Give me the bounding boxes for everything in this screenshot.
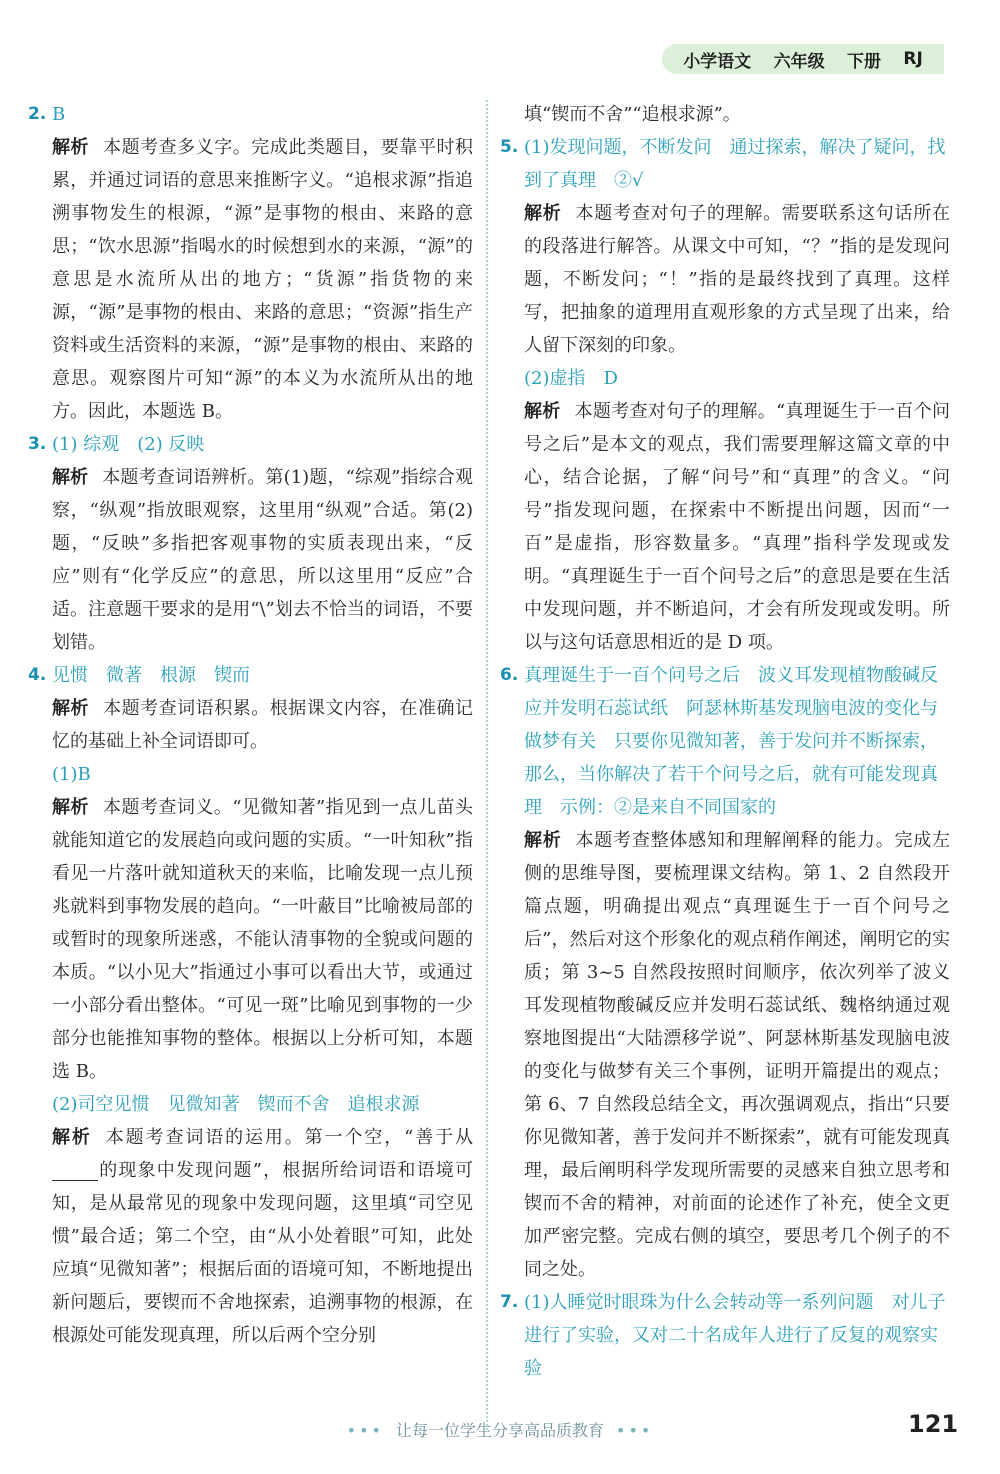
analysis-label: 解析 [52, 797, 89, 818]
answer: (1) 综观 (2) 反映 [52, 434, 205, 455]
question-4 [28, 659, 473, 692]
sub-answer: (1)B [52, 764, 91, 785]
question-2 [28, 98, 473, 131]
question-number: 7. [500, 1292, 519, 1312]
analysis-label: 解析 [52, 467, 89, 488]
grade-label: 六年级 [773, 51, 825, 72]
page-number: 121 [908, 1410, 959, 1438]
analysis-label: 解析 [524, 203, 562, 224]
analysis-block [28, 692, 473, 758]
analysis-text: 本题考查词语积累。根据课文内容，在准确记忆的基础上补全词语即可。 [52, 698, 474, 752]
question-5 [500, 131, 950, 197]
sub-answer: (2)司空见惯 见微知著 锲而不舍 追根求源 [52, 1094, 420, 1115]
continued-text: 填“锲而不舍”“追根求源”。 [524, 104, 741, 125]
question-number: 3. [28, 434, 47, 454]
analysis-label: 解析 [52, 137, 90, 158]
header-tag [662, 44, 944, 74]
answer: 见惯 微著 根源 锲而 [52, 665, 250, 686]
subject-label: 小学语文 [683, 51, 752, 72]
analysis-text: 本题考查对句子的理解。“真理诞生于一百个问号之后”是本文的观点，我们需要理解这篇文章的中心，结合论据，了解“问号”和“真理”的含义。“问号”指发现问题，在探索中不断提出问题，因而“一百”是虚指，形容数量多。“真理”指科学发现或发明。“真理诞生于一百个问号之后”的意思是要在生活中发现问题，并不断追问，才会有所发现或发明。所以与这句话意思相近的是 D 项。 [524, 401, 951, 653]
slogan-text: 让每一位学生分享高品质教育 [395, 1421, 604, 1440]
sub-answer: (2)虚指 D [524, 368, 618, 389]
analysis-label: 解析 [524, 830, 562, 851]
analysis-block [28, 461, 473, 659]
question-6 [500, 659, 950, 824]
analysis-text: 本题考查词义。“见微知著”指见到一点儿苗头就能知道它的发展趋向或问题的实质。“一叶知秋”指看见一片落叶就知道秋天的来临，比喻发现一点儿预兆就料到事物发展的趋向。“一叶蔽目”比喻被局部的或暂时的现象所迷惑，不能认清事物的全貌或问题的本质。“以小见大”指通过小事可以看出大节，或通过一小部分看出整体。“可见一斑”比喻见到事物的一少部分也能推知事物的整体。根据以上分析可知，本题选 B。 [52, 797, 474, 1082]
answer: (1)发现问题，不断发问 通过探索，解决了疑问，找到了真理 ②√ [524, 137, 946, 191]
analysis-label: 解析 [524, 401, 561, 422]
question-7 [500, 1286, 950, 1385]
analysis-block [500, 197, 950, 362]
question-number: 5. [500, 137, 519, 157]
question-3 [28, 428, 473, 461]
analysis-block [28, 791, 473, 1088]
analysis-text: 本题考查对句子的理解。需要联系这句话所在的段落进行解答。从课文中可知，“？”指的是发现问题，不断发问；“！”指的是最终找到了真理。这样写，把抽象的道理用直观形象的方式呈现了出来，给人留下深刻的印象。 [524, 203, 951, 356]
left-column [28, 98, 473, 1352]
analysis-text: 本题考查词语的运用。第一个空，“善于从 [105, 1127, 473, 1148]
question-number: 4. [28, 665, 47, 685]
edition-label: RJ [903, 49, 923, 69]
analysis-text: 本题考查多义字。完成此类题目，要靠平时积累，并通过词语的意思来推断字义。“追根求源”指追溯事物发生的根源，“源”是事物的根由、来路的意思；“饮水思源”指喝水的时候想到水的来源，“源”的意思是水流所从出的地方；“货源”指货物的来源，“源”是事物的根由、来路的意思；“资源”指生产资料或生活资料的来源，“源”是事物的根由、来路的意思。观察图片可知“源”的本义为水流所从出的地方。因此，本题选 B。 [52, 137, 474, 422]
column-divider [486, 100, 488, 1430]
analysis-block [500, 824, 950, 1286]
analysis-label: 解析 [52, 698, 90, 719]
analysis-text: 本题考查整体感知和理解阐释的能力。完成左侧的思维导图，要梳理课文结构。第 1、2 自然段开篇点题，明确提出观点“真理诞生于一百个问号之后”，然后对这个形象化的观点稍作阐述，阐明它的实质；第 3~5 自然段按照时间顺序，依次列举了波义耳发现植物酸碱反应并发明石蕊试纸、魏格纳通过观察地图提出“大陆漂移学说”、阿瑟林斯基发现脑电波的变化与做梦有关三个事例，证明开篇提出的观点；第 6、7 自然段总结全文，再次强调观点，指出“只要你见微知著，善于发问并不断探索”，就有可能发现真理，最后阐明科学发现所需要的灵感来自独立思考和锲而不舍的精神，对前面的论述作了补充，使全文更加严密完整。完成右侧的填空，要思考几个例子的不同之处。 [524, 830, 951, 1280]
analysis-block [28, 131, 473, 428]
dots-decoration: ••• [346, 1421, 384, 1440]
analysis-block [28, 1121, 473, 1352]
fill-blank [52, 1162, 98, 1181]
dots-decoration: ••• [616, 1421, 654, 1440]
analysis-text: 的现象中发现问题”，根据所给词语和语境可知，是从最常见的现象中发现问题，这里填“司空见惯”最合适；第二个空，由“从小处着眼”可知，此处应填“见微知著”；根据后面的语境可知，不断地提出新问题后，要锲而不舍地探索，追溯事物的根源，在根源处可能发现真理，所以后两个空分别 [52, 1160, 473, 1346]
right-column [500, 98, 950, 1385]
answer: B [52, 104, 66, 125]
analysis-label: 解析 [52, 1127, 92, 1148]
analysis-text: 本题考查词语辨析。第(1)题，“综观”指综合观察，“纵观”指放眼观察，这里用“纵观”合适。第(2)题，“反映”多指把客观事物的实质表现出来，“反应”则有“化学反应”的意思，所以这里用“反应”合适。注意题干要求的是用“\”划去不恰当的词语，不要划错。 [52, 467, 473, 653]
footer-slogan [0, 1418, 1000, 1441]
analysis-block [500, 395, 950, 659]
answer: 真理诞生于一百个问号之后 波义耳发现植物酸碱反应并发明石蕊试纸 阿瑟林斯基发现脑电波的变化与做梦有关 只要你见微知著，善于发问并不断探索，那么，当你解决了若干个问号之后，就有可能发现真理 示例：②是来自不同国家的 [524, 665, 938, 818]
answer: (1)人睡觉时眼珠为什么会转动等一系列问题 对儿子进行了实验，又对二十名成年人进行了反复的观察实验 [524, 1292, 946, 1379]
question-number: 2. [28, 104, 47, 124]
question-number: 6. [500, 665, 519, 685]
volume-label: 下册 [846, 51, 881, 72]
